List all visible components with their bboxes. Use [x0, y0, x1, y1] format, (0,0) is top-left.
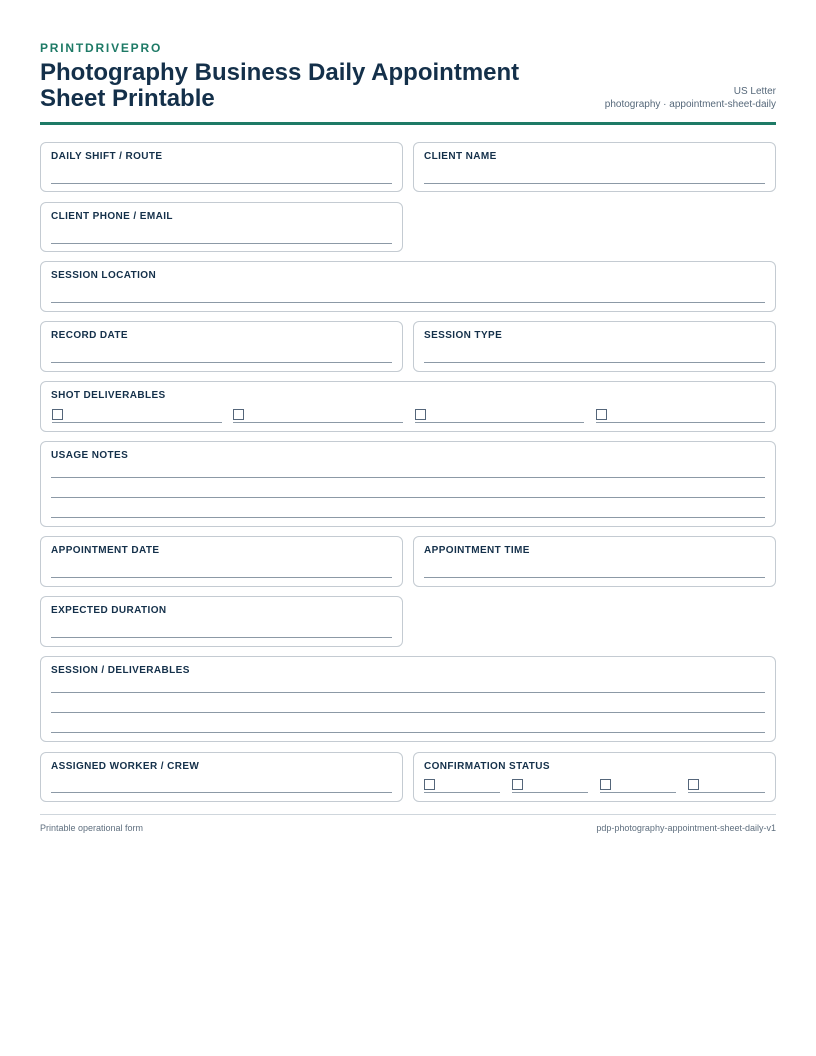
assigned-worker-crew-label: ASSIGNED WORKER / CREW	[51, 761, 200, 772]
client-phone-email-field	[40, 202, 403, 252]
usage-notes-label: USAGE NOTES	[51, 450, 129, 461]
document-tags: photography · appointment-sheet-daily	[604, 99, 776, 110]
paper-size: US Letter	[733, 86, 776, 97]
client-name-input[interactable]	[424, 183, 765, 184]
option-line	[415, 422, 584, 423]
appointment-time-input[interactable]	[424, 577, 765, 578]
option-line	[512, 792, 588, 793]
record-date-label: RECORD DATE	[51, 330, 128, 341]
client-name-label: CLIENT NAME	[424, 151, 497, 162]
shot-deliverables-option-2[interactable]	[233, 409, 403, 423]
usage-notes-field	[40, 441, 776, 527]
session-type-input[interactable]	[424, 362, 765, 363]
session-deliverables-line-2[interactable]	[51, 712, 765, 713]
daily-shift-route-field	[40, 142, 403, 192]
record-date-field	[40, 321, 403, 372]
shot-deliverables-option-4[interactable]	[596, 409, 765, 423]
expected-duration-field	[40, 596, 403, 647]
checkbox-icon[interactable]	[233, 409, 244, 420]
checkbox-icon[interactable]	[596, 409, 607, 420]
session-deliverables-field	[40, 656, 776, 742]
header-rule	[40, 122, 776, 125]
document-meta	[605, 85, 776, 111]
expected-duration-label: EXPECTED DURATION	[51, 605, 167, 616]
confirmation-status-option-1[interactable]	[424, 779, 500, 793]
option-line	[424, 792, 500, 793]
shot-deliverables-label: SHOT DELIVERABLES	[51, 390, 166, 401]
option-line	[596, 422, 765, 423]
appointment-date-input[interactable]	[51, 577, 392, 578]
option-line	[233, 422, 403, 423]
client-name-field	[413, 142, 776, 192]
session-location-field	[40, 261, 776, 312]
usage-notes-line-3[interactable]	[51, 517, 765, 518]
footer-rule	[40, 814, 776, 815]
record-date-input[interactable]	[51, 362, 392, 363]
client-phone-email-input[interactable]	[51, 243, 392, 244]
option-line	[688, 792, 765, 793]
checkbox-icon[interactable]	[688, 779, 699, 790]
shot-deliverables-option-1[interactable]	[52, 409, 222, 423]
confirmation-status-label: CONFIRMATION STATUS	[424, 761, 550, 772]
checkbox-icon[interactable]	[512, 779, 523, 790]
confirmation-status-option-2[interactable]	[512, 779, 588, 793]
checkbox-icon[interactable]	[424, 779, 435, 790]
page-title: Photography Business Daily Appointment Sheet Printable	[40, 59, 520, 112]
session-deliverables-line-1[interactable]	[51, 692, 765, 693]
brand-name: PRINTDRIVEPRO	[40, 41, 163, 55]
daily-shift-route-label: DAILY SHIFT / ROUTE	[51, 151, 163, 162]
option-line	[52, 422, 222, 423]
checkbox-icon[interactable]	[600, 779, 611, 790]
option-line	[600, 792, 676, 793]
appointment-date-label: APPOINTMENT DATE	[51, 545, 160, 556]
usage-notes-line-1[interactable]	[51, 477, 765, 478]
session-type-label: SESSION TYPE	[424, 330, 503, 341]
appointment-time-field	[413, 536, 776, 587]
confirmation-status-field	[413, 752, 776, 802]
daily-shift-route-input[interactable]	[51, 183, 392, 184]
appointment-date-field	[40, 536, 403, 587]
footer-left-text: Printable operational form	[40, 823, 144, 833]
assigned-worker-crew-input[interactable]	[51, 792, 392, 793]
session-deliverables-line-3[interactable]	[51, 732, 765, 733]
appointment-time-label: APPOINTMENT TIME	[424, 545, 530, 556]
expected-duration-input[interactable]	[51, 637, 392, 638]
checkbox-icon[interactable]	[52, 409, 63, 420]
footer-form-id: pdp-photography-appointment-sheet-daily-v1	[596, 823, 776, 833]
confirmation-status-option-3[interactable]	[600, 779, 676, 793]
client-phone-email-label: CLIENT PHONE / EMAIL	[51, 211, 173, 222]
shot-deliverables-option-3[interactable]	[415, 409, 584, 423]
checkbox-icon[interactable]	[415, 409, 426, 420]
usage-notes-line-2[interactable]	[51, 497, 765, 498]
session-location-input[interactable]	[51, 302, 765, 303]
session-deliverables-label: SESSION / DELIVERABLES	[51, 665, 190, 676]
assigned-worker-crew-field	[40, 752, 403, 802]
session-type-field	[413, 321, 776, 372]
session-location-label: SESSION LOCATION	[51, 270, 157, 281]
confirmation-status-option-4[interactable]	[688, 779, 765, 793]
shot-deliverables-field	[40, 381, 776, 432]
